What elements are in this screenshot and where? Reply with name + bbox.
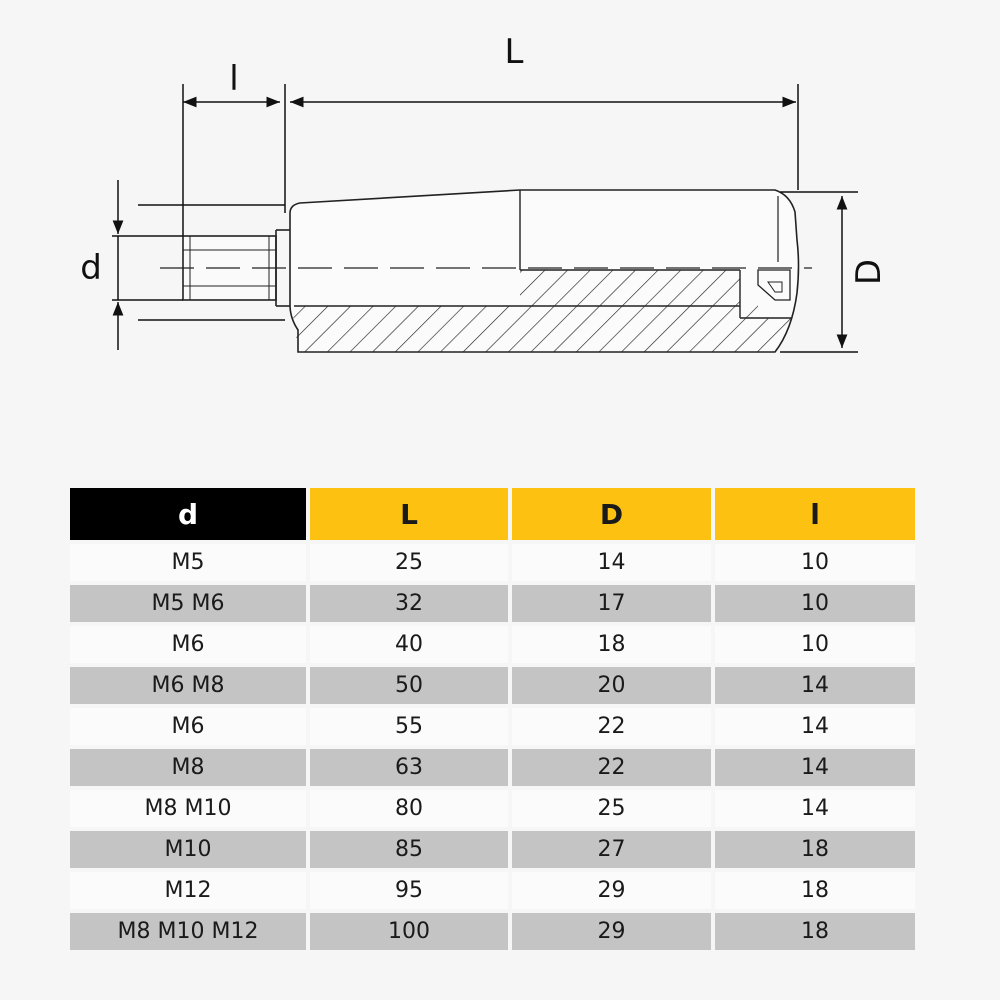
cell-thread: M8 M10 xyxy=(70,790,306,827)
cell-stud-length: 14 xyxy=(715,749,915,786)
cell-length: 40 xyxy=(310,626,508,663)
cell-diameter: 29 xyxy=(512,872,711,909)
cell-stud-length: 14 xyxy=(715,790,915,827)
cell-thread: M6 xyxy=(70,708,306,745)
table-row xyxy=(70,749,915,786)
table-row xyxy=(70,831,915,868)
cell-stud-length: 18 xyxy=(715,913,915,950)
header-d: d xyxy=(70,488,306,540)
table-row xyxy=(70,790,915,827)
header-L: L xyxy=(310,488,508,540)
cell-diameter: 22 xyxy=(512,708,711,745)
cell-stud-length: 18 xyxy=(715,872,915,909)
cell-length: 63 xyxy=(310,749,508,786)
cell-stud-length: 14 xyxy=(715,708,915,745)
cell-stud-length: 10 xyxy=(715,544,915,581)
cell-diameter: 27 xyxy=(512,831,711,868)
cell-diameter: 14 xyxy=(512,544,711,581)
label-d: d xyxy=(80,248,102,288)
cell-thread: M8 M10 M12 xyxy=(70,913,306,950)
cell-thread: M10 xyxy=(70,831,306,868)
table-row xyxy=(70,708,915,745)
cell-thread: M5 M6 xyxy=(70,585,306,622)
cell-stud-length: 14 xyxy=(715,667,915,704)
cell-diameter: 18 xyxy=(512,626,711,663)
cell-length: 80 xyxy=(310,790,508,827)
cell-thread: M6 xyxy=(70,626,306,663)
cell-length: 32 xyxy=(310,585,508,622)
cell-length: 50 xyxy=(310,667,508,704)
cell-stud-length: 10 xyxy=(715,585,915,622)
cell-diameter: 25 xyxy=(512,790,711,827)
cell-stud-length: 18 xyxy=(715,831,915,868)
cell-thread: M12 xyxy=(70,872,306,909)
cell-length: 55 xyxy=(310,708,508,745)
header-l: l xyxy=(715,488,915,540)
label-L: L xyxy=(504,32,524,72)
cell-diameter: 20 xyxy=(512,667,711,704)
table-header xyxy=(70,488,915,540)
cell-diameter: 22 xyxy=(512,749,711,786)
cell-diameter: 17 xyxy=(512,585,711,622)
label-D: D xyxy=(849,258,889,286)
handle-outline xyxy=(160,190,812,352)
cell-length: 25 xyxy=(310,544,508,581)
cell-length: 100 xyxy=(310,913,508,950)
label-l: l xyxy=(229,59,239,99)
table-row xyxy=(70,626,915,663)
cell-diameter: 29 xyxy=(512,913,711,950)
table-row xyxy=(70,872,915,909)
cell-length: 85 xyxy=(310,831,508,868)
table-row xyxy=(70,667,915,704)
cell-thread: M5 xyxy=(70,544,306,581)
table-row xyxy=(70,585,915,622)
header-D: D xyxy=(512,488,711,540)
handle-technical-drawing xyxy=(0,0,1000,470)
table-row xyxy=(70,913,915,950)
spec-table xyxy=(70,488,915,954)
cell-length: 95 xyxy=(310,872,508,909)
cell-thread: M6 M8 xyxy=(70,667,306,704)
cell-thread: M8 xyxy=(70,749,306,786)
table-row xyxy=(70,544,915,581)
cell-stud-length: 10 xyxy=(715,626,915,663)
